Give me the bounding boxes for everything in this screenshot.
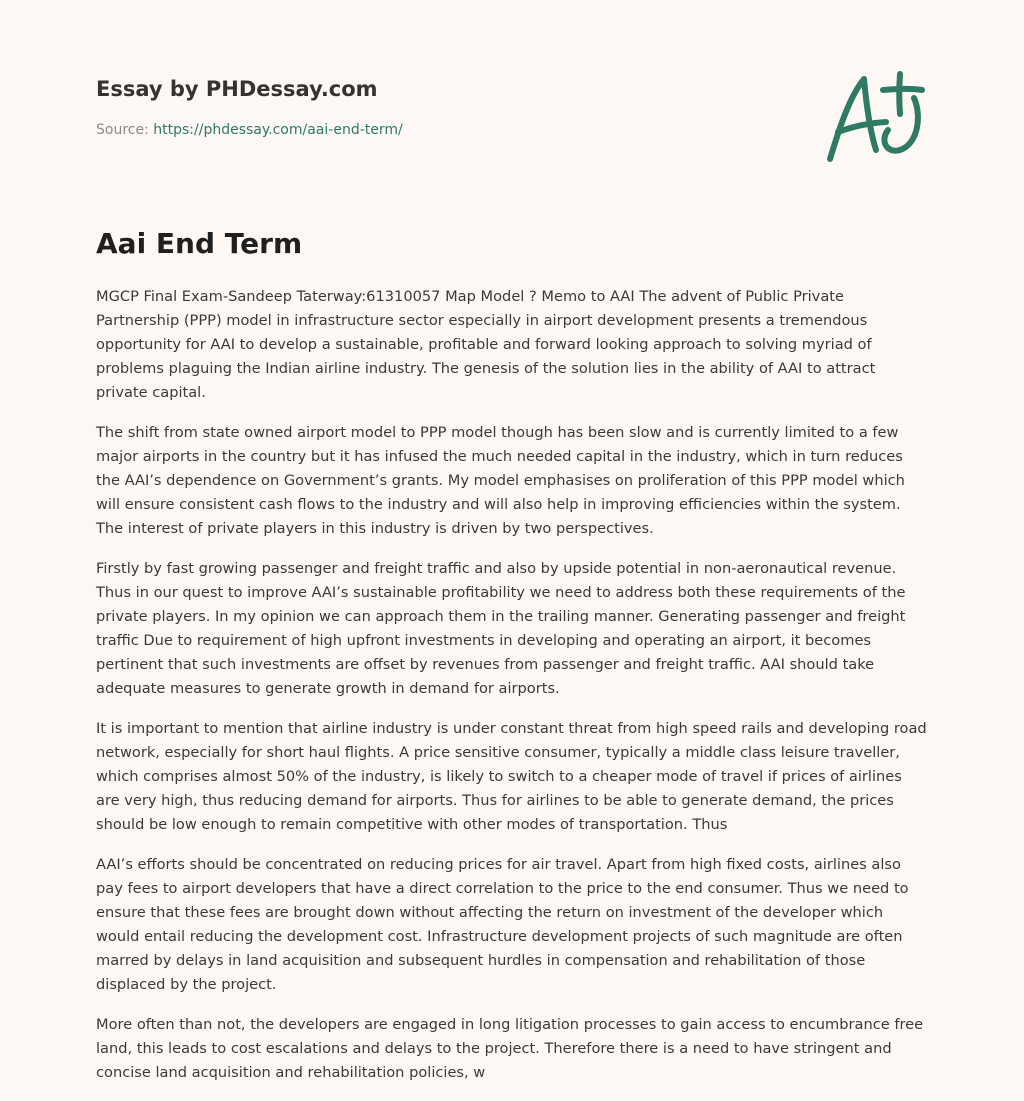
source-link[interactable]: https://phdessay.com/aai-end-term/ [153, 122, 403, 138]
a-plus-logo-icon [820, 66, 930, 166]
essay-paragraph: The shift from state owned airport model to PPP model though has been slow and is currently limited to a few major airports in the country but it has infused the much needed capital in the industry, which in turn reduces the AAI’s dependence on Government’s grants. My model emphasises on proliferation of this PPP model which will ensure consistent cash flows to the industry and will also help in improving efficiencies within the system. The interest of private players in this industry is driven by two perspectives. [96, 424, 905, 537]
essay-paragraph: Firstly by fast growing passenger and freight traffic and also by upside potential in non-aeronautical revenue. Thus in our quest to improve AAI’s sustainable profitability we need to address both these requirements of the private players. In my opinion we can approach them in the trailing manner. Generating passenger and freight traffic Due to requirement of high upfront investments in developing and operating an airport, it becomes pertinent that such investments are offset by revenues from passenger and freight traffic. AAI should take adequate measures to generate growth in demand for airports. [96, 560, 906, 697]
essay-paragraph: It is important to mention that airline industry is under constant threat from high speed rails and developing road network, especially for short haul flights. A price sensitive consumer, typically a middle class leisure traveller, which comprises almost 50% of the industry, is likely to switch to a cheaper mode of travel if prices of airlines are very high, thus reducing demand for airports. Thus for airlines to be able to generate demand, the prices should be low enough to remain competitive with other modes of transportation. Thus [96, 720, 927, 833]
source-line [96, 120, 796, 140]
source-label: Source: [96, 122, 149, 138]
essay-title: Aai End Term [96, 227, 303, 260]
essay-paragraph: More often than not, the developers are engaged in long litigation processes to gain access to encumbrance free land, this leads to cost escalations and delays to the project. Therefore there is a need to have stringent and concise land acquisition and rehabilitation policies, w [96, 1016, 924, 1081]
essay-paragraph: MGCP Final Exam-Sandeep Taterway:61310057 Map Model ? Memo to AAI The advent of Public Private Partnership (PPP) model in infrastructure sector especially in airport development presents a tremendous opportunity for AAI to develop a sustainable, profitable and forward looking approach to solving myriad of problems plaguing the Indian airline industry. The genesis of the solution lies in the ability of AAI to attract private capital. [96, 288, 876, 401]
a-plus-logo [820, 66, 930, 166]
site-title: Essay by PHDessay.com [96, 77, 378, 101]
page-header [96, 74, 796, 140]
essay-body [96, 285, 930, 1101]
essay-paragraph: AAI’s efforts should be concentrated on reducing prices for air travel. Apart from high fixed costs, airlines also pay fees to airport developers that have a direct correlation to the price to the end consumer. Thus we need to ensure that these fees are brought down without affecting the return on investment of the developer which would entail reducing the development cost. Infrastructure development projects of such magnitude are often marred by delays in land acquisition and subsequent hurdles in compensation and rehabilitation of those displaced by the project. [96, 856, 909, 993]
